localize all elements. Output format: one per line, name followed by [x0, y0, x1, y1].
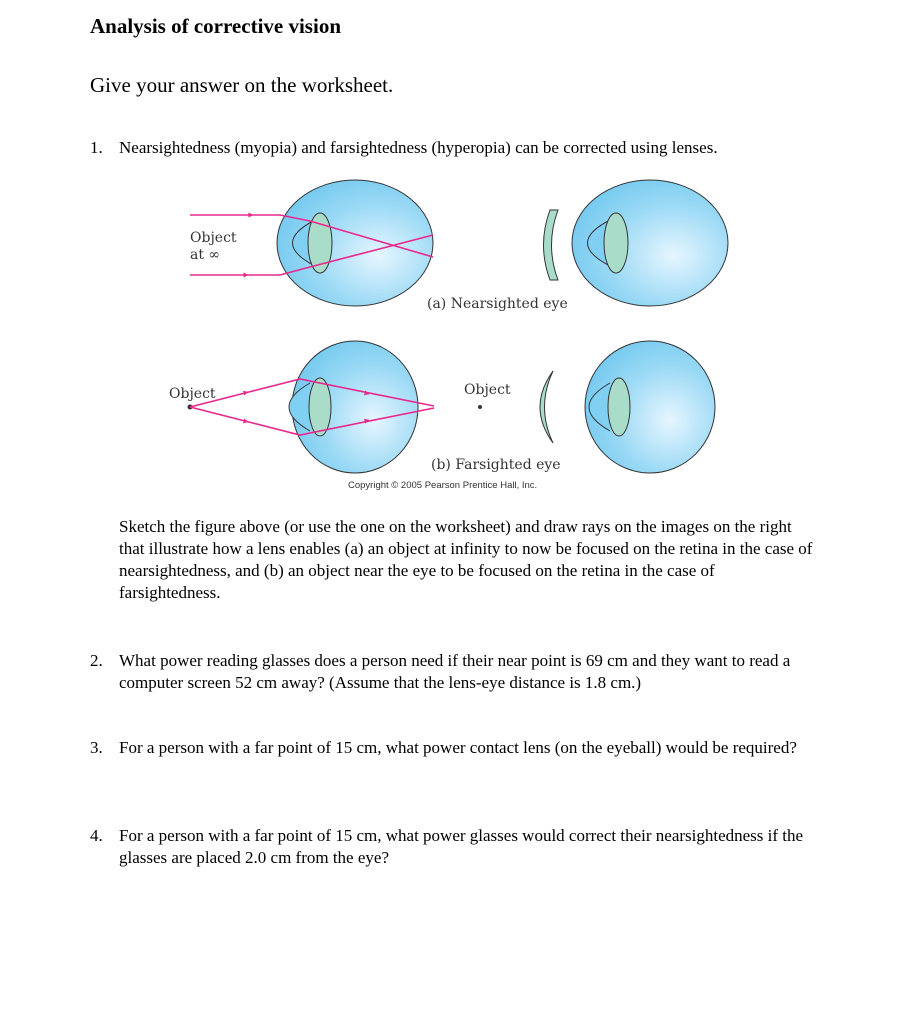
intro-text: Give your answer on the worksheet. [90, 73, 394, 97]
nearsighted-correction-diagram [427, 180, 728, 312]
page-title: Analysis of corrective vision [90, 14, 341, 38]
object-label: Object [190, 230, 237, 246]
eye-lens [604, 213, 628, 273]
caption-farsighted: (b) Farsighted eye [431, 457, 561, 473]
object-label: Object [464, 382, 511, 398]
converging-lens [540, 371, 553, 443]
question-number: 4. [90, 826, 103, 845]
question-text: What power reading glasses does a person need if their near point is 69 cm and they want to read a computer screen 52 cm away? (Assume that the lens-eye distance is 1.8 cm.) [119, 651, 791, 692]
infinity-label: at ∞ [190, 247, 221, 263]
diverging-lens [544, 210, 559, 280]
object-point [478, 405, 482, 409]
eye-lens [309, 378, 331, 436]
corrective-vision-figure [150, 175, 730, 500]
question-text: Nearsightedness (myopia) and farsightedness (hyperopia) can be corrected using lenses. [119, 138, 718, 157]
question-number: 1. [90, 138, 103, 157]
caption-nearsighted: (a) Nearsighted eye [427, 296, 568, 312]
question-text: For a person with a far point of 15 cm, what power contact lens (on the eyeball) would be required? [119, 738, 797, 757]
object-label: Object [169, 386, 216, 402]
question-1-instruction: Sketch the figure above (or use the one on the worksheet) and draw rays on the images on the right that illustrate how a lens enables (a) an object at infinity to now be focused on the retina in the case of nearsightedness, and (b) an object near the eye to be focused on the retina in the case of farsightedness. [119, 517, 813, 602]
question-text: For a person with a far point of 15 cm, what power glasses would correct their nearsightedness if the glasses are placed 2.0 cm from the eye? [119, 826, 804, 867]
copyright-notice: Copyright © 2005 Pearson Prentice Hall, Inc. [348, 480, 538, 491]
nearsighted-eye-diagram [190, 180, 433, 306]
farsighted-eye-diagram [169, 341, 434, 473]
question-number: 3. [90, 738, 103, 757]
question-number: 2. [90, 651, 103, 670]
cornea [289, 383, 310, 431]
eye-lens [608, 378, 630, 436]
